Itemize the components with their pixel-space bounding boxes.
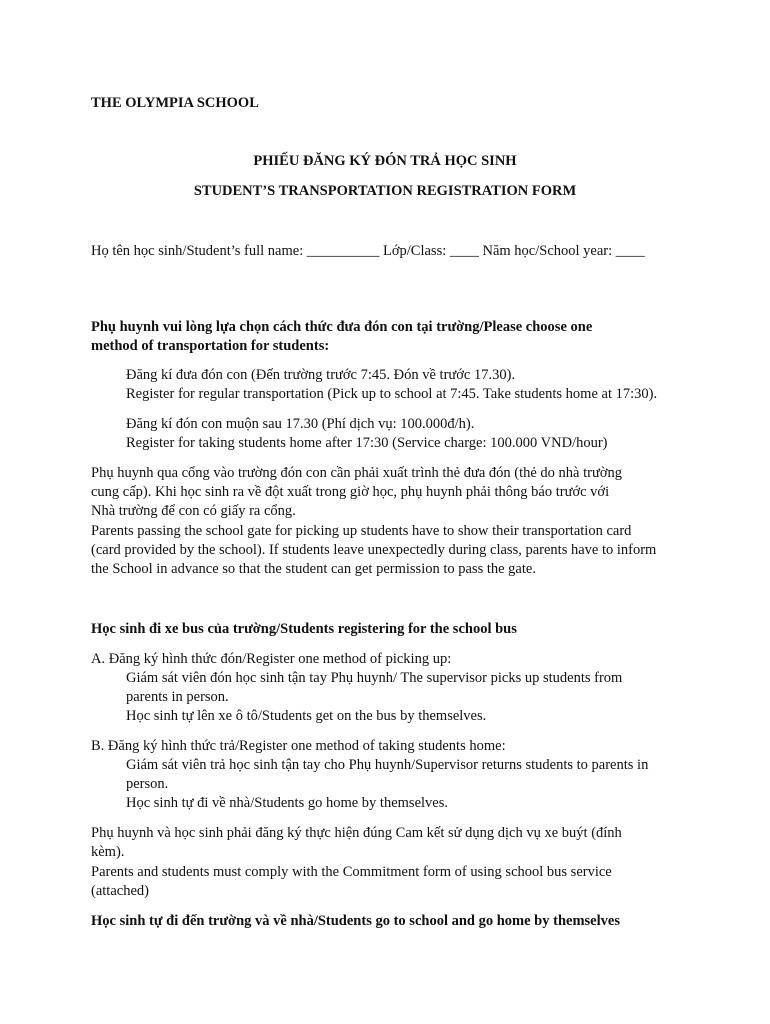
option-late-vi: Đăng kí đón con muộn sau 17.30 (Phí dịch vụ: 100.000đ/h).	[126, 416, 475, 432]
pickup-note-en-2: (card provided by the school). If students leave unexpectedly during class, parents have to inform	[91, 542, 657, 558]
dropoff-option-supervisor-2: person.	[126, 776, 169, 792]
bus-section-heading: Học sinh đi xe bus của trường/Students registering for the school bus	[91, 621, 517, 637]
form-title-english: STUDENT’S TRANSPORTATION REGISTRATION FORM	[193, 183, 577, 199]
self-travel-heading: Học sinh tự đi đến trường và về nhà/Students go to school and go home by themselves	[91, 913, 620, 929]
pickup-note-vi-2: cung cấp). Khi học sinh ra về đột xuất trong giờ học, phụ huynh phải thông báo trước với	[91, 484, 610, 500]
pickup-note-vi-1: Phụ huynh qua cổng vào trường đón con cần phải xuất trình thẻ đưa đón (thẻ do nhà trường	[91, 465, 622, 481]
option-late-en: Register for taking students home after 17:30 (Service charge: 100.000 VND/hour)	[126, 435, 608, 451]
section-heading-line-1: Phụ huynh vui lòng lựa chọn cách thức đưa đón con tại trường/Please choose one	[91, 319, 593, 335]
bus-note-en-1: Parents and students must comply with the Commitment form of using school bus service	[91, 864, 612, 880]
section-heading-line-2: method of transportation for students:	[91, 338, 330, 354]
student-info-line: Họ tên học sinh/Student’s full name: __________ Lớp/Class: ____ Năm học/School year: ____	[91, 243, 645, 259]
dropoff-option-self: Học sinh tự đi về nhà/Students go home by themselves.	[126, 795, 448, 811]
bus-note-vi-1: Phụ huynh và học sinh phải đăng ký thực hiện đúng Cam kết sử dụng dịch vụ xe buýt (đính	[91, 825, 622, 841]
pickup-note-en-3: the School in advance so that the student can get permission to pass the gate.	[91, 561, 536, 577]
form-title-vietnamese: PHIẾU ĐĂNG KÝ ĐÓN TRẢ HỌC SINH	[253, 153, 517, 169]
school-name: THE OLYMPIA SCHOOL	[91, 95, 259, 111]
pickup-option-supervisor-2: parents in person.	[126, 689, 229, 705]
bus-note-vi-2: kèm).	[91, 844, 125, 860]
pickup-option-self: Học sinh tự lên xe ô tô/Students get on the bus by themselves.	[126, 708, 487, 724]
pickup-option-supervisor-1: Giám sát viên đón học sinh tận tay Phụ huynh/ The supervisor picks up students from	[126, 670, 623, 686]
option-regular-vi: Đăng kí đưa đón con (Đến trường trước 7:45. Đón về trước 17.30).	[126, 367, 516, 383]
dropoff-method-label: B. Đăng ký hình thức trả/Register one method of taking students home:	[91, 738, 506, 754]
pickup-method-label: A. Đăng ký hình thức đón/Register one method of picking up:	[91, 651, 452, 667]
bus-note-en-2: (attached)	[91, 883, 149, 899]
dropoff-option-supervisor-1: Giám sát viên trả học sinh tận tay cho Phụ huynh/Supervisor returns students to parents in	[126, 757, 649, 773]
pickup-note-en-1: Parents passing the school gate for picking up students have to show their transportation card	[91, 523, 632, 539]
pickup-note-vi-3: Nhà trường để con có giấy ra cổng.	[91, 503, 296, 519]
option-regular-en: Register for regular transportation (Pick up to school at 7:45. Take students home at 17:30).	[126, 386, 658, 402]
